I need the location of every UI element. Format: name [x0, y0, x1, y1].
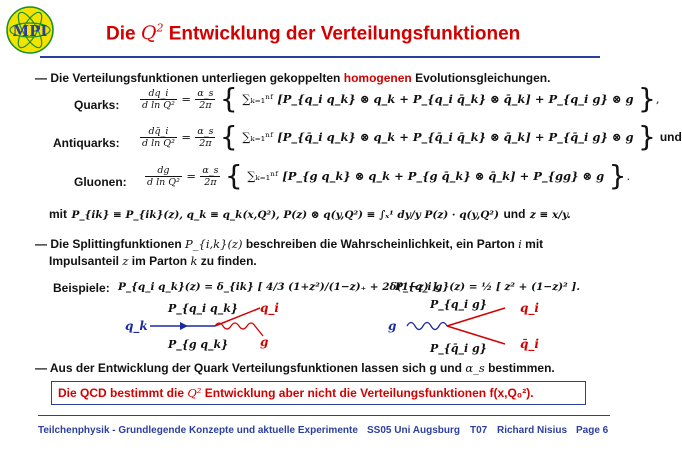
bullet-splitting: — Die Splittingfunktionen P_{i,k}(z) beschreiben die Wahrscheinlichkeit, ein Parton i mit	[35, 237, 544, 251]
splitting-diagram-qq	[120, 298, 290, 358]
label-g: g	[260, 335, 269, 349]
footer-author: Richard Nisius	[497, 425, 568, 436]
bullet-text: Die Verteilungsfunktionen unterliegen gekoppelten	[50, 71, 341, 85]
footer-semester: SS05 Uni Augsburg	[367, 425, 460, 436]
label-qi: q_i	[260, 301, 279, 315]
footer-topic: T07	[470, 425, 488, 436]
example-equation-qg: P_{q_i g}(z) = ½ [ z² + (1−z)² ].	[395, 281, 581, 293]
mpi-logo-icon	[5, 5, 55, 55]
footer-divider	[38, 415, 610, 416]
bullet-highlight: homogenen	[343, 71, 412, 85]
label-qk: q_k	[125, 319, 148, 333]
footer-course: Teilchenphysik - Grundlegende Konzepte und aktuelle Experimente	[38, 425, 358, 436]
title-rest: Entwicklung der Verteilungsfunktionen	[168, 23, 521, 45]
bullet-splitting-line2: Impulsanteil z im Parton k zu finden.	[49, 254, 257, 268]
label-qbar-i: q̄_i	[520, 337, 539, 351]
examples-label: Beispiele:	[53, 281, 110, 295]
label-g: g	[388, 319, 397, 333]
antiquarks-label: Antiquarks:	[53, 136, 120, 150]
bullet-determination: — Aus der Entwicklung der Quark Verteilungsfunktionen lassen sich g und α_s bestimmen.	[35, 361, 555, 375]
label-p-bot: P_{g q_k}	[168, 338, 229, 351]
title-prefix: Die	[106, 23, 136, 45]
title-q2: $Q^2$	[140, 22, 164, 45]
title-divider	[40, 56, 600, 58]
gluons-label: Gluonen:	[74, 175, 127, 189]
gluon-line	[407, 323, 447, 330]
gluons-equation: $\frac{dg}{\text{d ln Q²}}$ = $\frac{\alpha\_s}{2\pi}$ { ∑ₖ₌₁ⁿᶠ [P_{g q_k} ⊗ q_k + P_{g q̄_k} ⊗ q̄_k] + P_{gg} ⊗ g }.	[147, 159, 631, 192]
logo-label: MPI	[12, 22, 48, 40]
splitting-diagram-gq	[385, 296, 555, 358]
quarks-equation: $\frac{dq\_i}{\text{d ln Q²}}$ = $\frac{\alpha\_s}{2\pi}$ { ∑ₖ₌₁ⁿᶠ [P_{q_i q_k} ⊗ q_k + P_{q_i q̄_k} ⊗ q̄_k] + P_{q_i g} ⊗ g },	[142, 82, 660, 115]
quarks-label: Quarks:	[74, 98, 120, 112]
conclusion-text: Die QCD bestimmt die Q² Entwicklung aber nicht die Verteilungsfunktionen f(x,Q₀²).	[58, 386, 534, 400]
bullet-dash: —	[35, 71, 47, 85]
label-p-bot: P_{q̄_i g}	[430, 342, 487, 355]
definitions-line: mit P_{ik} ≡ P_{ik}(z), q_k ≡ q_k(x,Q²), P(z) ⊗ q(y,Q²) ≡ ∫ₓ¹ dy/y P(z) · q(y,Q²) und z ≡ x/y.	[49, 207, 571, 221]
label-p-top: P_{q_i q_k}	[168, 302, 238, 315]
footer-page-number: Page 6	[576, 425, 609, 436]
bullet-text-end: Evolutionsgleichungen.	[415, 71, 551, 85]
example-equation-qq: P_{q_i q_k}(z) = δ_{ik} [ 4/3 (1+z²)/(1−z)₊ + 2δ(1−z) ],	[118, 281, 441, 293]
page-title	[106, 22, 520, 45]
label-qi: q_i	[520, 301, 539, 315]
antiquarks-equation: $\frac{dq̄\_i}{\text{d ln Q²}}$ = $\frac{\alpha\_s}{2\pi}$ { ∑ₖ₌₁ⁿᶠ [P_{q̄_i q_k} ⊗ q_k + P_{q̄_i q̄_k} ⊗ q̄_k] + P_{q̄_i g} ⊗ g } und	[142, 120, 682, 153]
arrow-icon	[180, 322, 188, 330]
gluon-line	[215, 323, 263, 336]
label-p-top: P_{q_i g}	[430, 298, 487, 311]
bullet-evolution	[35, 71, 550, 85]
